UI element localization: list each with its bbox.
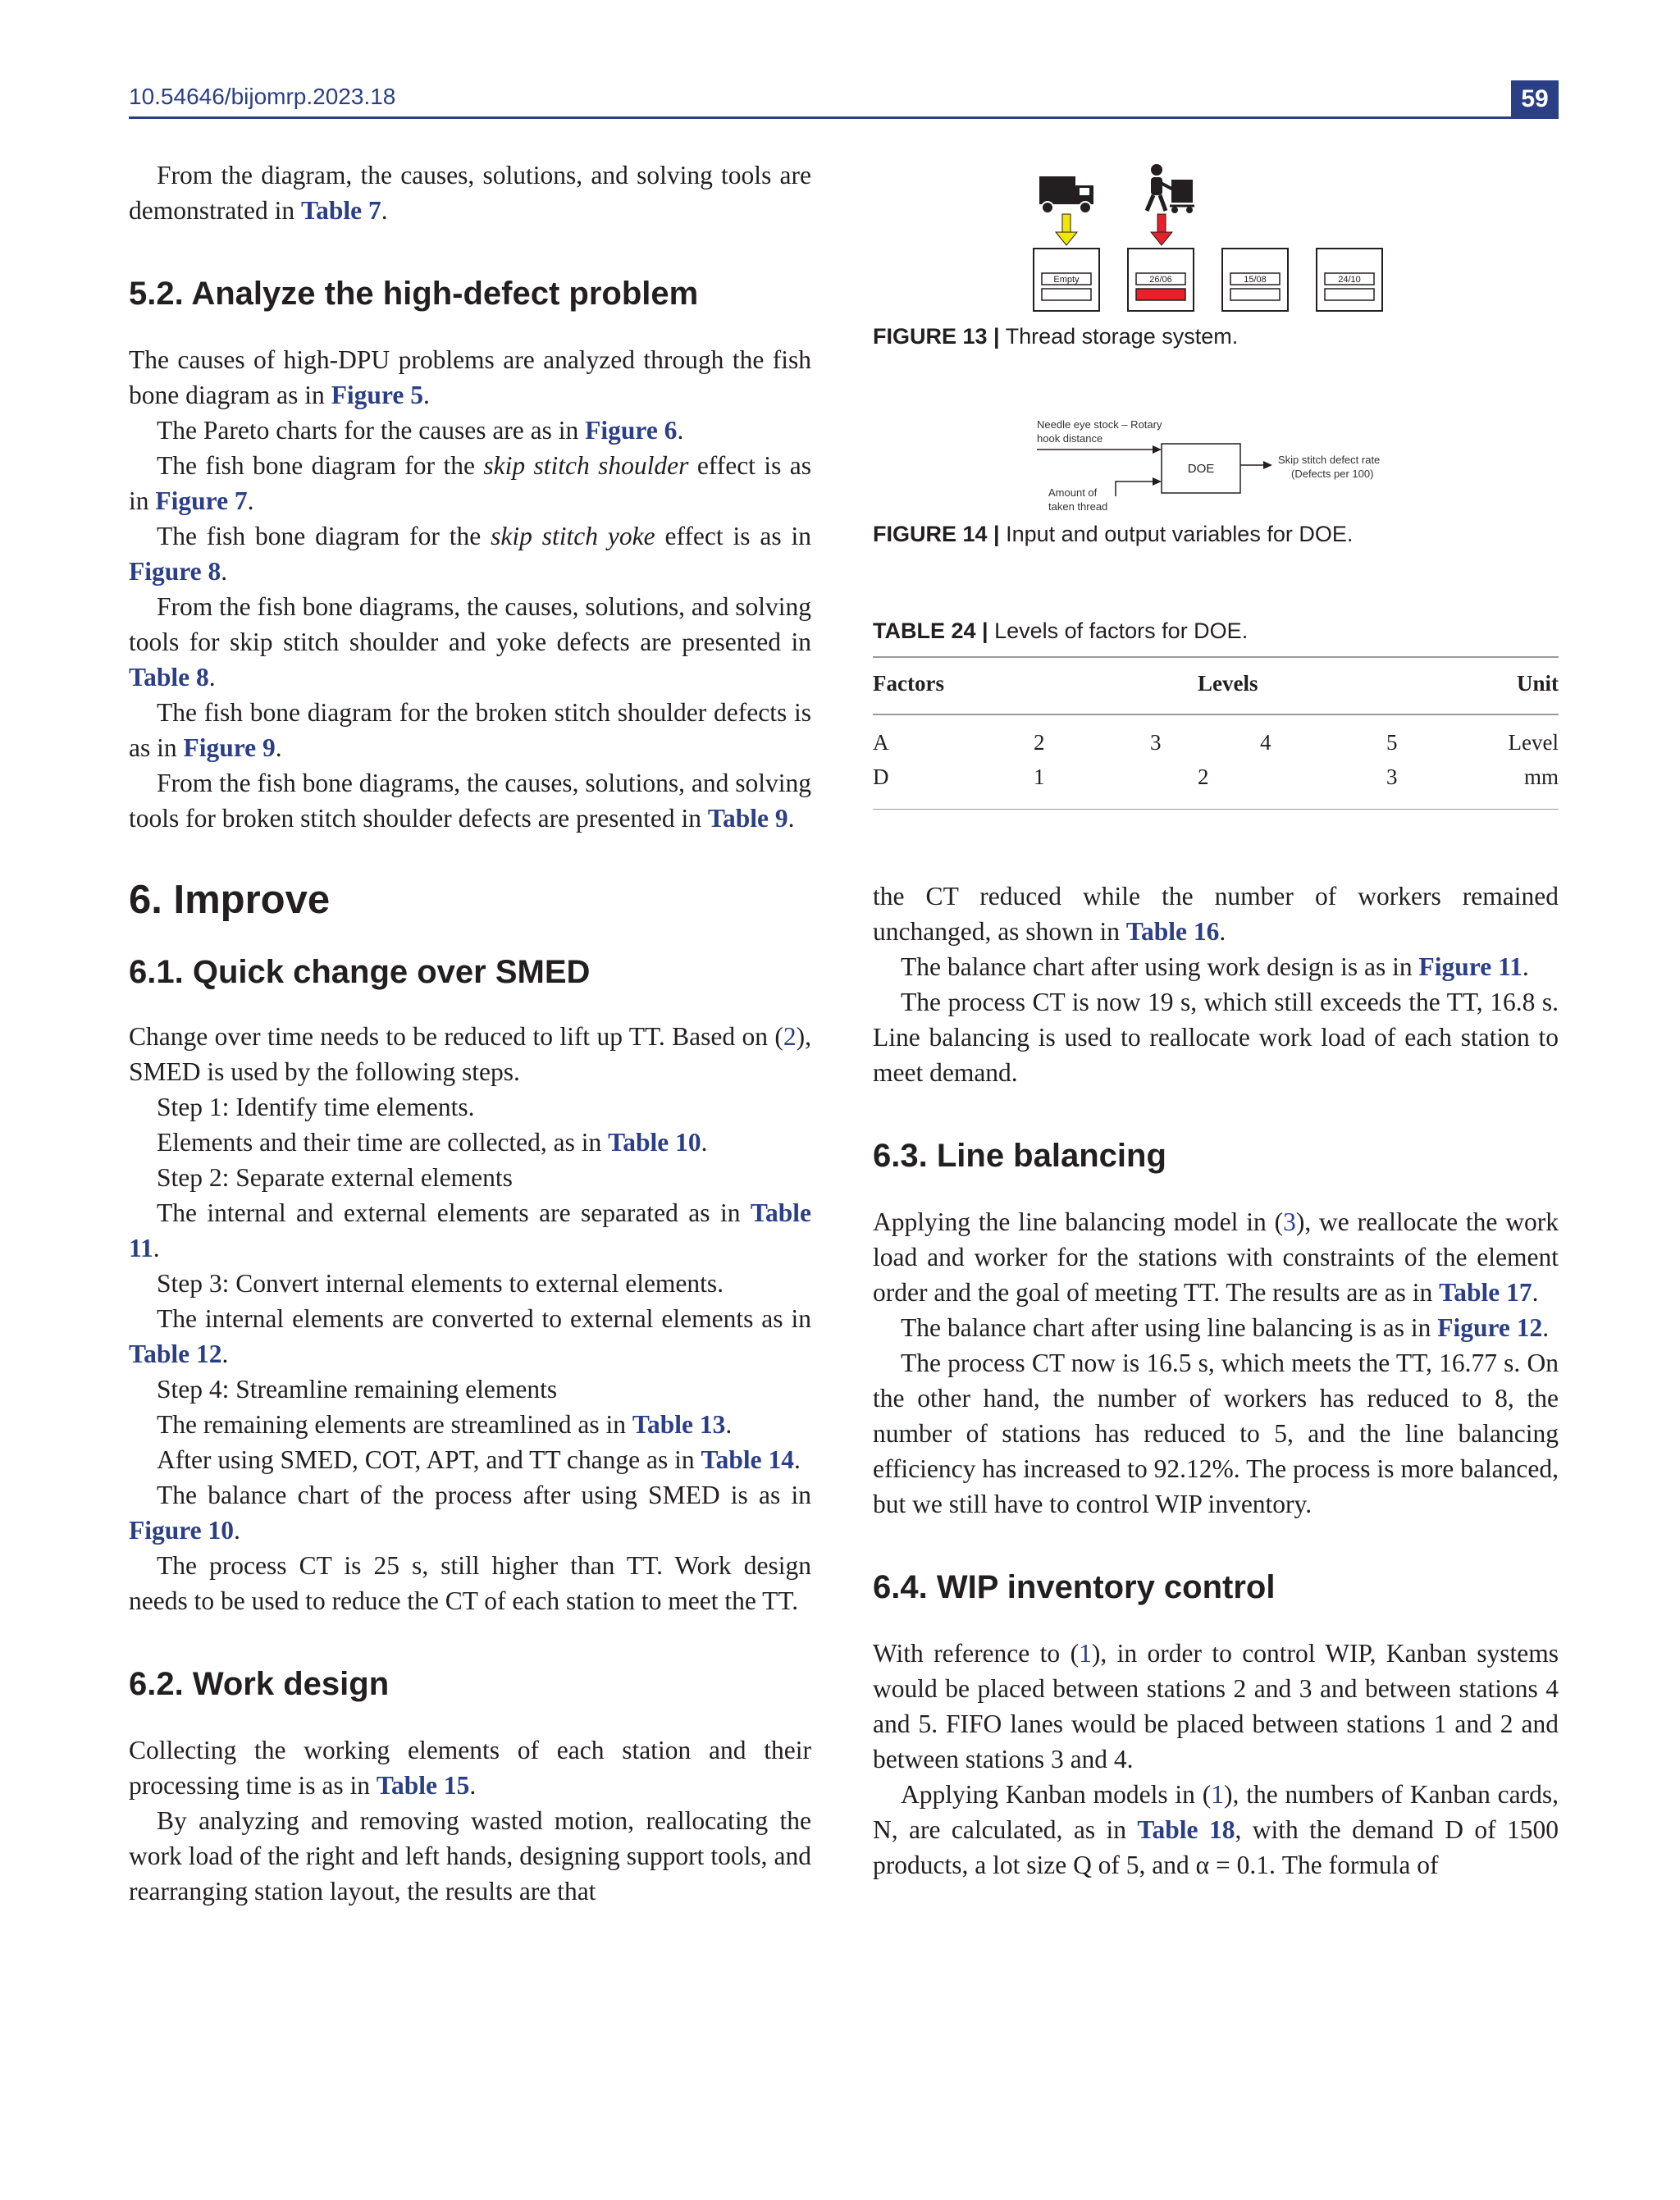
- yellow-arrow-icon: [1056, 214, 1077, 245]
- figure-13-caption: FIGURE 13 | Thread storage system.: [873, 324, 1239, 349]
- table-24: [873, 656, 1559, 810]
- table-header-row: [873, 658, 1559, 714]
- table-cell: 4: [1260, 729, 1271, 755]
- paragraph: The Pareto charts for the causes are as in Figure 6.: [157, 416, 684, 445]
- storage-bin: [1222, 249, 1288, 311]
- paragraph: Change over time needs to be reduced to lift up TT. Based on (2), SMED is used by the following steps.: [129, 1022, 811, 1086]
- table-ref[interactable]: Table 9: [707, 804, 788, 833]
- figure-ref[interactable]: Figure 11: [1418, 952, 1522, 981]
- paragraph: Step 3: Convert internal elements to external elements.: [157, 1269, 724, 1298]
- paragraph: The causes of high-DPU problems are analyzed through the fish bone diagram as in Figure 5.: [129, 345, 811, 409]
- table-cell: 3: [1386, 764, 1398, 789]
- paragraph: With reference to (1), in order to control WIP, Kanban systems would be placed between stations 2 and 3 and between stations 4 and 5. FIFO lanes would be placed between stations 1 and 2 and between stations 3 and 4.: [873, 1639, 1559, 1773]
- table-cell: 3: [1150, 729, 1162, 755]
- paragraph: Elements and their time are collected, as in Table 10.: [157, 1128, 708, 1157]
- output-label: Skip stitch defect rate: [1278, 454, 1381, 466]
- section-heading: 5.2. Analyze the high-defect problem: [129, 276, 699, 312]
- figure-14-caption: FIGURE 14 | Input and output variables for DOE.: [873, 522, 1354, 546]
- paragraph: The balance chart after using work design is as in Figure 11.: [901, 952, 1529, 981]
- subsection-heading: 6.2. Work design: [129, 1666, 390, 1702]
- table-header-cell: Factors: [873, 671, 944, 696]
- table-ref[interactable]: Table 15: [376, 1771, 470, 1800]
- paragraph: The process CT is 25 s, still higher than TT. Work design needs to be used to reduce the CT of each station to meet the TT.: [129, 1551, 811, 1615]
- paragraph: The internal elements are converted to external elements as in Table 12.: [129, 1304, 811, 1368]
- table-cell: 2: [1198, 764, 1209, 789]
- doi-link[interactable]: 10.54646/bijomrp.2023.18: [129, 84, 396, 109]
- table-cell: Level: [1508, 729, 1559, 755]
- table-24-caption: TABLE 24 | Levels of factors for DOE.: [873, 618, 1249, 643]
- input-2-label: Amount of: [1048, 486, 1098, 499]
- figure-14-doe-diagram: [1025, 414, 1411, 517]
- output-label: (Defects per 100): [1291, 468, 1374, 480]
- figure-ref[interactable]: Figure 10: [129, 1516, 235, 1545]
- figure-ref[interactable]: Figure 8: [129, 557, 221, 586]
- table-header-cell: Unit: [1516, 671, 1559, 696]
- bin-label: 24/10: [1338, 275, 1361, 285]
- table-ref[interactable]: Table 11: [129, 1198, 811, 1262]
- figure-ref[interactable]: Figure 5: [331, 381, 423, 409]
- paragraph: The process CT now is 16.5 s, which meets the TT, 16.77 s. On the other hand, the number of workers has reduced to 8, the number of stations has reduced to 5, and the line balancing efficiency has increased to 92.12%. The process is more balanced, but we still have to control WIP inventory.: [873, 1349, 1559, 1518]
- table-row: [873, 765, 1559, 799]
- subsection-heading: 6.3. Line balancing: [873, 1138, 1166, 1174]
- storage-bin: [1128, 249, 1194, 311]
- table-cell: A: [873, 729, 889, 755]
- paragraph: the CT reduced while the number of workers remained unchanged, as shown in Table 16.: [873, 882, 1559, 946]
- paragraph: Collecting the working elements of each station and their processing time is as in Table 15.: [129, 1736, 811, 1800]
- paragraph: From the fish bone diagrams, the causes, solutions, and solving tools for broken stitch shoulder defects are presented in Table 9.: [129, 769, 811, 833]
- figure-ref[interactable]: Figure 9: [183, 733, 276, 762]
- paragraph: The fish bone diagram for the broken stitch shoulder defects is as in Figure 9.: [129, 698, 811, 762]
- table-ref[interactable]: Table 10: [608, 1128, 701, 1157]
- paragraph: The internal and external elements are separated as in Table 11.: [129, 1198, 811, 1262]
- table-cell: 2: [1034, 729, 1045, 755]
- table-ref[interactable]: Table 18: [1137, 1815, 1235, 1844]
- paragraph: Applying the line balancing model in (3), we reallocate the work load and worker for the stations with constraints of the element order and the goal of meeting TT. The results are as in Table 17.: [873, 1207, 1559, 1307]
- paragraph: The fish bone diagram for the skip stitch yoke effect is as in Figure 8.: [129, 522, 812, 586]
- table-cell: 5: [1386, 729, 1398, 755]
- doe-box-label: DOE: [1187, 462, 1215, 476]
- paragraph: The fish bone diagram for the skip stitch shoulder effect is as in Figure 7.: [129, 451, 811, 515]
- table-ref[interactable]: Table 8: [129, 663, 209, 691]
- table-ref[interactable]: Table 7: [300, 196, 381, 225]
- paragraph: After using SMED, COT, APT, and TT change as in Table 14.: [157, 1445, 801, 1474]
- table-ref[interactable]: Table 17: [1439, 1278, 1532, 1307]
- citation-ref[interactable]: 1: [1211, 1780, 1224, 1809]
- bin-label: 26/06: [1149, 275, 1172, 285]
- subsection-heading: 6.1. Quick change over SMED: [129, 954, 591, 990]
- input-1-label: hook distance: [1037, 432, 1103, 445]
- paragraph: The process CT is now 19 s, which still exceeds the TT, 16.8 s. Line balancing is used to reallocate work load of each station to meet demand.: [873, 988, 1559, 1087]
- worker-cart-icon: [1147, 164, 1194, 213]
- right-column: [873, 879, 1559, 1883]
- subsection-heading: 6.4. WIP inventory control: [873, 1569, 1276, 1605]
- paragraph: Step 1: Identify time elements.: [157, 1093, 475, 1121]
- left-column: [129, 157, 811, 1909]
- table-ref[interactable]: Table 13: [632, 1410, 726, 1439]
- paragraph: From the diagram, the causes, solutions, and solving tools are demonstrated in Table 7.: [129, 161, 811, 225]
- citation-ref[interactable]: 3: [1283, 1207, 1296, 1236]
- table-ref[interactable]: Table 12: [129, 1340, 222, 1368]
- storage-bin: [1034, 249, 1099, 311]
- storage-bin: [1317, 249, 1382, 311]
- red-arrow-icon: [1151, 214, 1172, 245]
- paragraph: Applying Kanban models in (1), the numbers of Kanban cards, N, are calculated, as in Table 18, with the demand D of 1500 products, a lot size Q of 5, and α = 0.1. The formula of: [873, 1780, 1559, 1879]
- header-rule: [129, 116, 1559, 119]
- figure-ref[interactable]: Figure 12: [1437, 1313, 1543, 1342]
- paragraph: By analyzing and removing wasted motion, reallocating the work load of the right and left hands, designing support tools, and rearranging station layout, the results are that: [129, 1806, 811, 1906]
- citation-ref[interactable]: 1: [1079, 1639, 1092, 1668]
- table-ref[interactable]: Table 14: [701, 1445, 794, 1474]
- paragraph: The balance chart after using line balancing is as in Figure 12.: [901, 1313, 1550, 1342]
- citation-ref[interactable]: 2: [783, 1022, 797, 1051]
- figure-ref[interactable]: Figure 6: [585, 416, 678, 445]
- table-cell: D: [873, 764, 889, 789]
- table-row: [873, 730, 1559, 765]
- truck-icon: [1039, 176, 1093, 213]
- paragraph: Step 2: Separate external elements: [157, 1163, 513, 1192]
- section-heading: 6. Improve: [129, 878, 331, 922]
- input-2-label: taken thread: [1048, 500, 1108, 513]
- paragraph: Step 4: Streamline remaining elements: [157, 1375, 558, 1404]
- figure-13-thread-storage: [1017, 160, 1411, 316]
- input-1-label: Needle eye stock – Rotary: [1037, 418, 1162, 431]
- table-ref[interactable]: Table 16: [1125, 917, 1220, 946]
- bin-label: 15/08: [1244, 275, 1267, 285]
- table-header-cell: Levels: [1198, 671, 1258, 696]
- paragraph: From the fish bone diagrams, the causes, solutions, and solving tools for skip stitch shoulder and yoke defects are presented in Table 8.: [129, 592, 811, 691]
- page-number: 59: [1511, 80, 1559, 118]
- paragraph: The remaining elements are streamlined as in Table 13.: [157, 1410, 733, 1439]
- figure-ref[interactable]: Figure 7: [155, 486, 248, 515]
- table-cell: 1: [1034, 764, 1045, 789]
- paragraph: The balance chart of the process after using SMED is as in Figure 10.: [129, 1481, 811, 1545]
- table-cell: mm: [1523, 764, 1559, 789]
- bin-label: Empty: [1053, 275, 1080, 285]
